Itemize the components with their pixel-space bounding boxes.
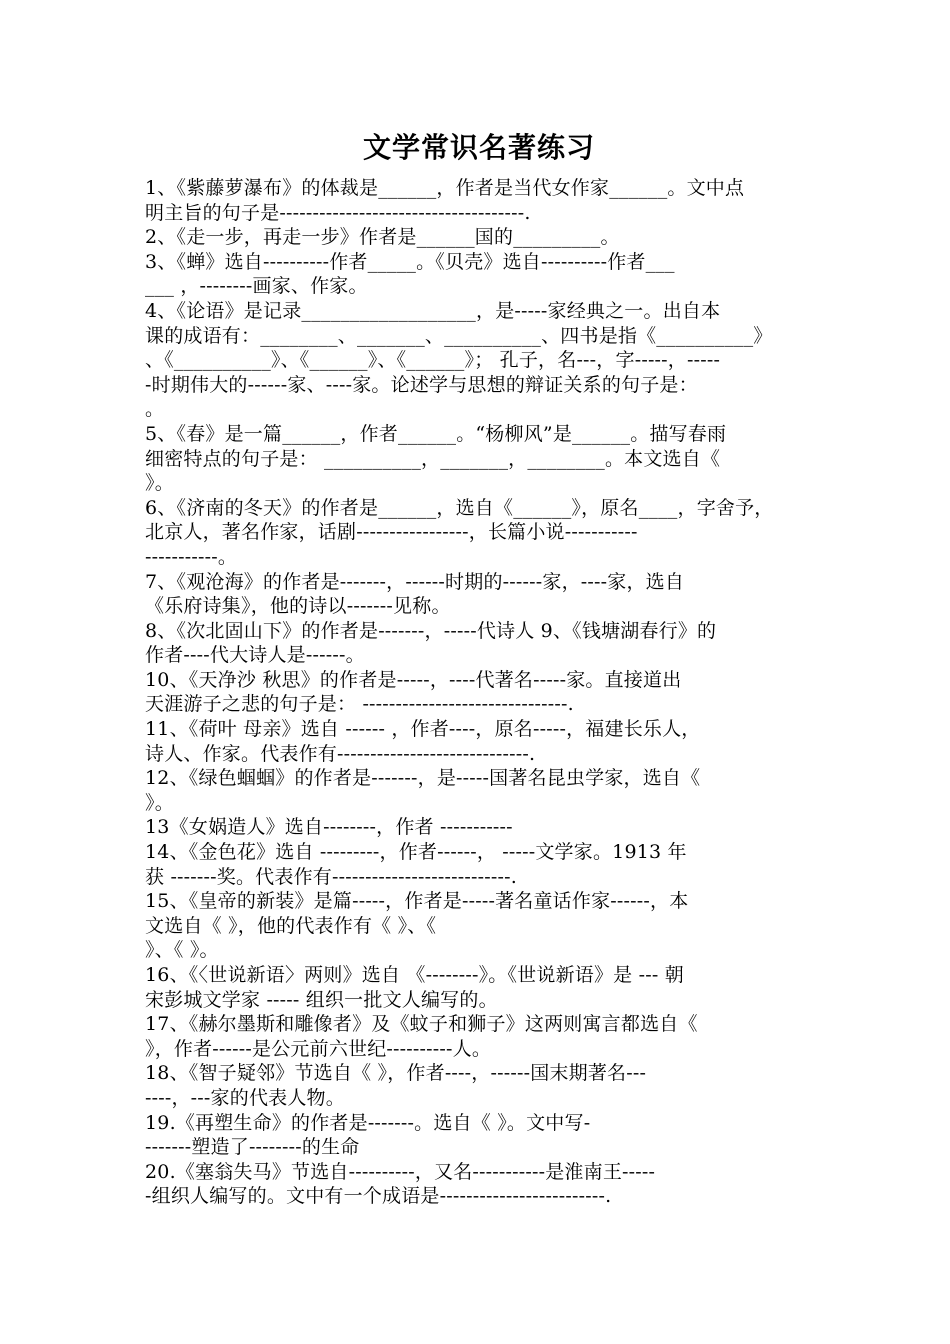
text-line: 。 xyxy=(145,398,165,421)
text-line: 2、《走一步，再走一步》作者是______国的_________。 xyxy=(145,226,620,249)
text-line: 诗人、作家。代表作有-----------------------------. xyxy=(145,742,536,765)
text-line: 获 -------奖。代表作有---------------------------. xyxy=(145,865,517,888)
text-line: 》，作者------是公元前六世纪----------人。 xyxy=(145,1037,492,1060)
text-line: 天涯游子之悲的句子是： -------------------------------. xyxy=(145,693,574,716)
text-line: 、《__________》、《______》、《______》； 孔子，名---，字-----，----- xyxy=(145,349,721,372)
text-line: 》。 xyxy=(145,791,174,814)
text-line: 3、《蝉》选自----------作者_____。《贝壳》选自----------作者___ xyxy=(145,250,675,273)
text-line: 《乐府诗集》，他的诗以-------见称。 xyxy=(145,595,451,618)
text-line: 13《女娲造人》选自--------，作者 ----------- xyxy=(145,816,513,839)
text-line: 8、《次北固山下》的作者是-------，-----代诗人 9、《钱塘湖春行》的 xyxy=(145,619,717,642)
text-line: ___ ，--------画家、作家。 xyxy=(145,275,368,298)
text-line: 宋彭城文学家 ----- 组织一批文人编写的。 xyxy=(145,988,498,1011)
text-line: -时期伟大的------家、----家。论述学与思想的辩证关系的句子是： xyxy=(145,373,698,396)
exercise-body xyxy=(145,176,813,1209)
text-line: 作者----代大诗人是------。 xyxy=(145,644,365,667)
text-line: 北京人，著名作家，话剧-----------------，长篇小说----------- xyxy=(145,521,638,544)
text-line: 10、《天净沙 秋思》的作者是-----，----代著名-----家。直接道出 xyxy=(145,668,682,691)
text-line: 细密特点的句子是： __________，_______，________。本文选自《 xyxy=(145,447,721,470)
text-line: 文选自《 》，他的代表作有《 》、《 xyxy=(145,914,437,937)
text-line: 19.《再塑生命》的作者是-------。选自《 》。文中写- xyxy=(145,1111,591,1134)
text-line: 5、《春》是一篇______，作者______。“杨柳风”是______。描写春雨 xyxy=(145,422,727,445)
text-line: 14、《金色花》选自 ---------，作者------， -----文学家。1913 年 xyxy=(145,841,687,864)
text-line: 20.《塞翁失马》节选自----------，又名-----------是淮南王----- xyxy=(145,1160,656,1183)
text-line: 11、《荷叶 母亲》选自 ------ ，作者----，原名-----，福建长乐人， xyxy=(145,718,701,741)
text-line: -组织人编写的。文中有一个成语是-------------------------. xyxy=(145,1185,612,1208)
text-line: -----------。 xyxy=(145,545,238,568)
text-line: 15、《皇帝的新装》是篇-----，作者是-----著名童话作家------，本 xyxy=(145,890,689,913)
text-line: 课的成语有：________、_______、__________、四书是指《__________》 xyxy=(145,324,773,347)
text-line: 17、《赫尔墨斯和雕像者》及《蚊子和狮子》这两则寓言都选自《 xyxy=(145,1013,698,1036)
text-line: 》、《 》。 xyxy=(145,939,219,962)
text-line: 6、《济南的冬天》的作者是______，选自《______》，原名____，字舍予， xyxy=(145,496,774,519)
text-line: 18、《智子疑邻》节选自《 》，作者----，------国末期著名--- xyxy=(145,1062,647,1085)
text-line: 12、《绿色蝈蝈》的作者是-------，是-----国著名昆虫学家，选自《 xyxy=(145,767,701,790)
text-line: 16、《〈世说新语〉两则》选自 《--------》。《世说新语》是 --- 朝 xyxy=(145,964,684,986)
text-line: 7、《观沧海》的作者是-------，------时期的------家，----家，选自 xyxy=(145,570,685,593)
page-title: 文学常识名著练习 xyxy=(362,131,595,164)
text-line: -------塑造了--------的生命 xyxy=(145,1136,360,1159)
text-line: 4、《论语》是记录__________________，是-----家经典之一。出自本 xyxy=(145,299,721,322)
text-line: 》。 xyxy=(145,472,174,495)
text-line: 明主旨的句子是-------------------------------------. xyxy=(145,201,531,224)
text-line: 1、《紫藤萝瀑布》的体裁是______，作者是当代女作家______。文中点 xyxy=(145,177,745,199)
text-line: ----，---家的代表人物。 xyxy=(145,1086,345,1109)
